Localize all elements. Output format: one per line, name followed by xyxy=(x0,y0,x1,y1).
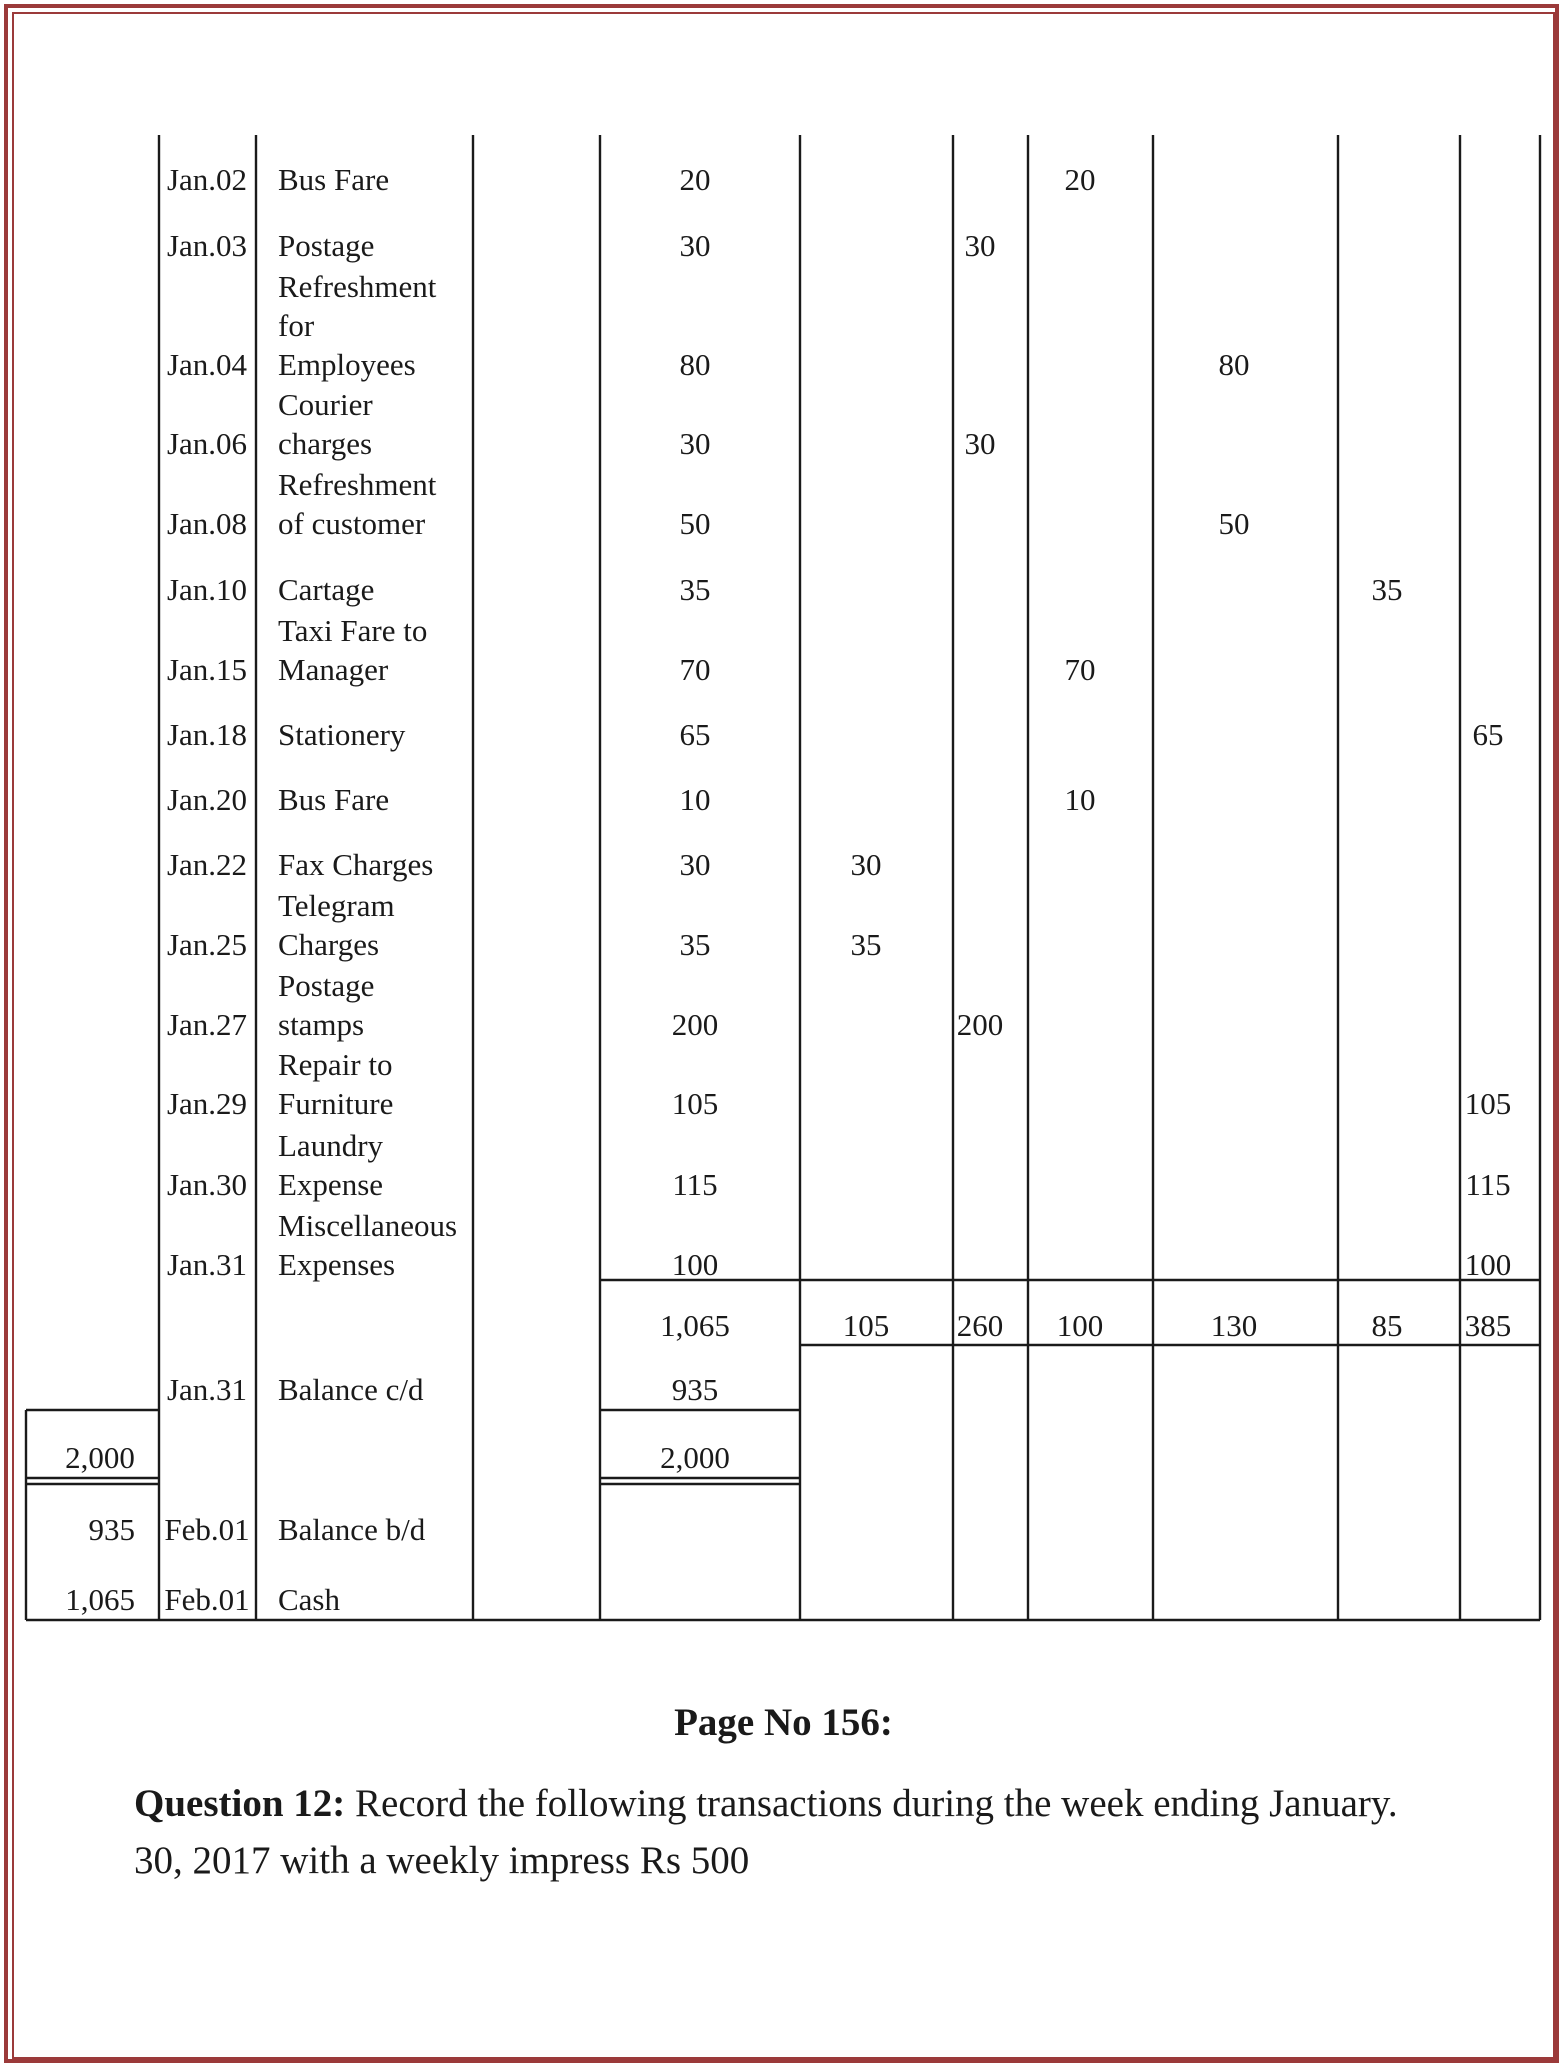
entry-date: Jan.06 xyxy=(166,426,248,461)
entry-date: Jan.04 xyxy=(166,347,248,382)
entry-particulars: Bus Fare xyxy=(278,162,390,197)
total-analysis-amount: 105 xyxy=(842,1308,890,1343)
question-text xyxy=(134,1775,1454,1889)
entry-amount: 70 xyxy=(679,652,711,687)
entry-particulars: Employees xyxy=(278,347,416,382)
entry-particulars: Bus Fare xyxy=(278,782,390,817)
entry-amount: 35 xyxy=(679,572,711,607)
balance-cd-particulars: Balance c/d xyxy=(278,1372,424,1407)
entry-date: Jan.22 xyxy=(166,847,248,882)
entry-particulars: charges xyxy=(278,426,373,461)
page-number-heading: Page No 156: xyxy=(674,1701,893,1744)
entry-amount: 30 xyxy=(679,847,711,882)
entry-particulars: Expenses xyxy=(278,1247,396,1282)
question-label: Question 12: xyxy=(134,1782,346,1825)
total-analysis-amount: 130 xyxy=(1210,1308,1258,1343)
entry-particulars: Taxi Fare to xyxy=(278,613,428,648)
entry-amount: 105 xyxy=(671,1086,719,1121)
entry-particulars: Stationery xyxy=(278,717,406,752)
entry-analysis-amount: 10 xyxy=(1064,782,1096,817)
total-analysis-amount: 85 xyxy=(1371,1308,1403,1343)
entry-particulars: Postage xyxy=(278,968,375,1003)
total-analysis-amount: 385 xyxy=(1464,1308,1512,1343)
payments-total: 2,000 xyxy=(660,1440,730,1475)
question-body: Record the following transactions during the week ending January. 30, 2017 with a weekly impress Rs 500 xyxy=(134,1782,1398,1882)
entry-analysis-amount: 20 xyxy=(1064,162,1096,197)
entry-analysis-amount: 70 xyxy=(1064,652,1096,687)
entry-particulars: Postage xyxy=(278,228,375,263)
entry-date: Jan.02 xyxy=(166,162,248,197)
entry-amount: 30 xyxy=(679,426,711,461)
entry-particulars: for xyxy=(278,308,315,343)
total-analysis-amount: 100 xyxy=(1056,1308,1104,1343)
entry-particulars: Telegram xyxy=(278,888,395,923)
after-row-date: Feb.01 xyxy=(164,1582,250,1617)
entry-amount: 30 xyxy=(679,228,711,263)
entry-date: Jan.15 xyxy=(166,652,248,687)
balance-cd-amount: 935 xyxy=(671,1372,719,1407)
entry-date: Jan.31 xyxy=(166,1247,248,1282)
entry-amount: 10 xyxy=(679,782,711,817)
entry-particulars: Cartage xyxy=(278,572,375,607)
entry-analysis-amount: 30 xyxy=(850,847,882,882)
entry-analysis-amount: 30 xyxy=(964,228,996,263)
receipts-total: 2,000 xyxy=(65,1440,135,1475)
entry-amount: 20 xyxy=(679,162,711,197)
entry-date: Jan.18 xyxy=(166,717,248,752)
balance-cd-date: Jan.31 xyxy=(166,1372,248,1407)
entry-amount: 35 xyxy=(679,927,711,962)
entry-date: Jan.29 xyxy=(166,1086,248,1121)
entry-particulars: Courier xyxy=(278,387,373,422)
entry-analysis-amount: 65 xyxy=(1472,717,1504,752)
entry-analysis-amount: 105 xyxy=(1464,1086,1512,1121)
entry-analysis-amount: 100 xyxy=(1464,1247,1512,1282)
entry-analysis-amount: 35 xyxy=(850,927,882,962)
after-row-receipt: 935 xyxy=(88,1512,135,1547)
entry-date: Jan.27 xyxy=(166,1007,248,1042)
entry-particulars: Laundry xyxy=(278,1128,384,1163)
entry-analysis-amount: 35 xyxy=(1371,572,1403,607)
after-row-date: Feb.01 xyxy=(164,1512,250,1547)
entry-particulars: Refreshment xyxy=(278,269,437,304)
total-amount: 1,065 xyxy=(660,1308,730,1343)
entry-date: Jan.08 xyxy=(166,506,248,541)
entry-analysis-amount: 50 xyxy=(1218,506,1250,541)
entry-particulars: Miscellaneous xyxy=(278,1208,458,1243)
entry-particulars: Expense xyxy=(278,1167,384,1202)
entry-date: Jan.10 xyxy=(166,572,248,607)
entry-amount: 200 xyxy=(671,1007,719,1042)
entry-amount: 80 xyxy=(679,347,711,382)
entry-particulars: stamps xyxy=(278,1007,365,1042)
entry-analysis-amount: 200 xyxy=(956,1007,1004,1042)
entry-amount: 115 xyxy=(672,1167,718,1202)
entry-date: Jan.03 xyxy=(166,228,248,263)
entry-analysis-amount: 115 xyxy=(1465,1167,1511,1202)
total-analysis-amount: 260 xyxy=(956,1308,1004,1343)
entry-amount: 50 xyxy=(679,506,711,541)
entry-particulars: Fax Charges xyxy=(278,847,434,882)
entry-particulars: Charges xyxy=(278,927,380,962)
entry-date: Jan.25 xyxy=(166,927,248,962)
after-row-particulars: Balance b/d xyxy=(278,1512,426,1547)
entry-analysis-amount: 30 xyxy=(964,426,996,461)
after-row-particulars: Cash xyxy=(278,1582,340,1617)
entry-particulars: Manager xyxy=(278,652,389,687)
entry-amount: 65 xyxy=(679,717,711,752)
entry-particulars: Furniture xyxy=(278,1086,394,1121)
entry-analysis-amount: 80 xyxy=(1218,347,1250,382)
entry-amount: 100 xyxy=(671,1247,719,1282)
entry-date: Jan.20 xyxy=(166,782,248,817)
entry-date: Jan.30 xyxy=(166,1167,248,1202)
entry-particulars: of customer xyxy=(278,506,426,541)
entry-particulars: Refreshment xyxy=(278,467,437,502)
entry-particulars: Repair to xyxy=(278,1047,393,1082)
after-row-receipt: 1,065 xyxy=(65,1582,135,1617)
